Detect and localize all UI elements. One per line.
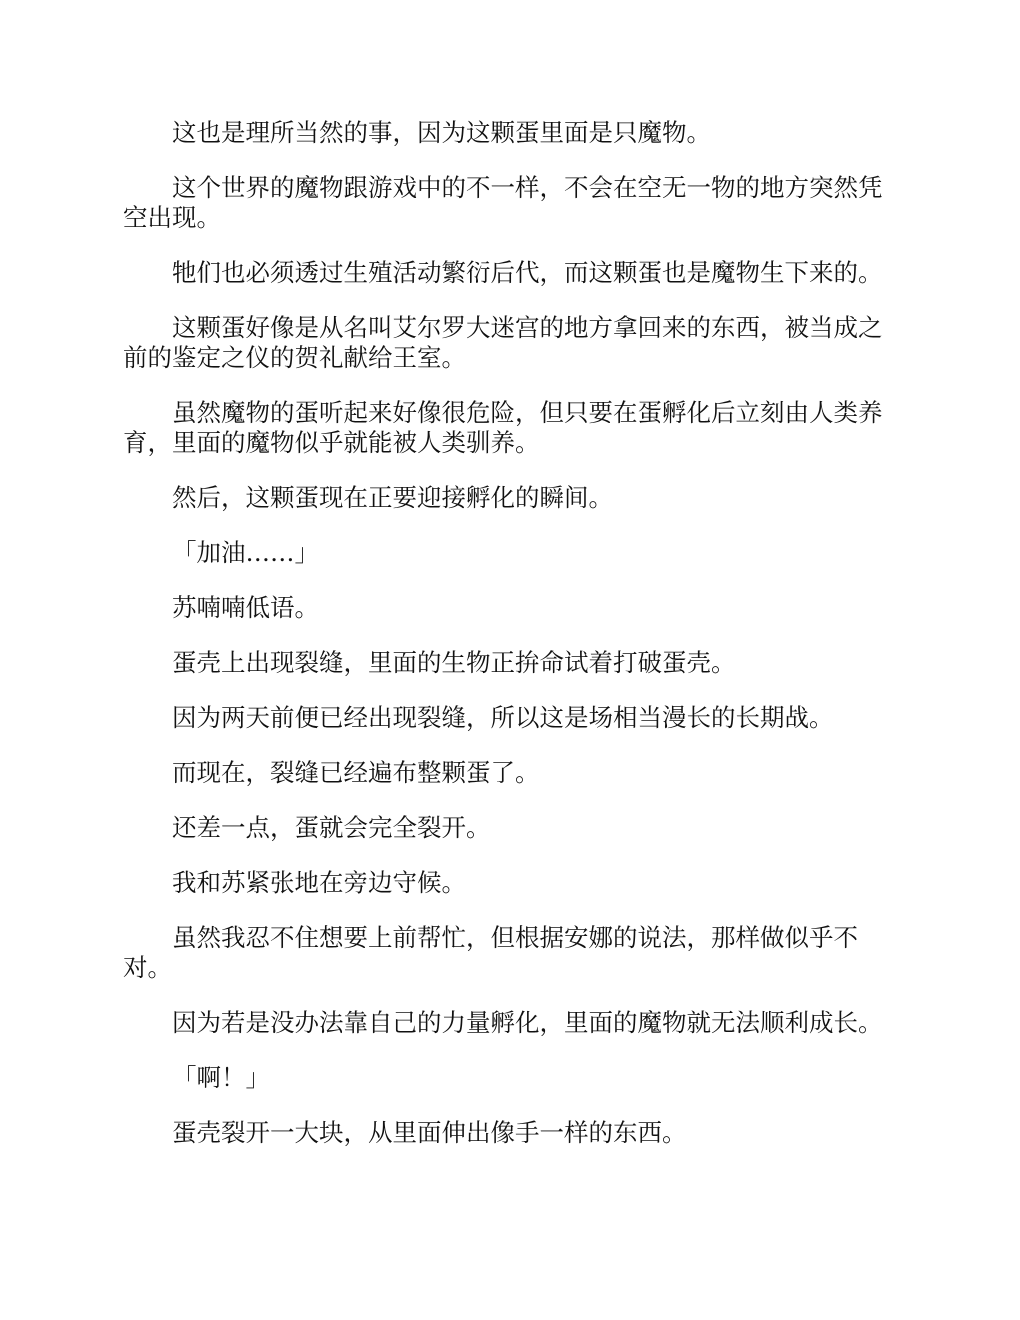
paragraph: 「加油……」 <box>172 538 319 567</box>
paragraph: 我和苏紧张地在旁边守候。 <box>172 868 466 897</box>
paragraph: 蛋壳上出现裂缝，里面的生物正拚命试着打破蛋壳。 <box>172 648 736 677</box>
paragraph: 苏喃喃低语。 <box>172 593 319 622</box>
paragraph: 虽然魔物的蛋听起来好像很危险，但只要在蛋孵化后立刻由人类养育，里面的魔物似乎就能被人类驯养。 <box>123 398 883 457</box>
paragraph: 还差一点，蛋就会完全裂开。 <box>172 813 491 842</box>
paragraph: 然后，这颗蛋现在正要迎接孵化的瞬间。 <box>172 483 613 512</box>
paragraph: 因为两天前便已经出现裂缝，所以这是场相当漫长的长期战。 <box>172 703 834 732</box>
paragraph: 「啊！」 <box>172 1063 270 1092</box>
paragraph: 这也是理所当然的事，因为这颗蛋里面是只魔物。 <box>172 118 711 147</box>
body-text <box>123 118 905 1173</box>
paragraph: 这颗蛋好像是从名叫艾尔罗大迷宫的地方拿回来的东西，被当成之前的鉴定之仪的贺礼献给王室。 <box>123 313 883 372</box>
paragraph: 因为若是没办法靠自己的力量孵化，里面的魔物就无法顺利成长。 <box>172 1008 883 1037</box>
paragraph: 蛋壳裂开一大块，从里面伸出像手一样的东西。 <box>172 1118 687 1147</box>
paragraph: 这个世界的魔物跟游戏中的不一样，不会在空无一物的地方突然凭空出现。 <box>123 173 883 232</box>
paragraph: 牠们也必须透过生殖活动繁衍后代，而这颗蛋也是魔物生下来的。 <box>172 258 883 287</box>
paragraph: 而现在，裂缝已经遍布整颗蛋了。 <box>172 758 540 787</box>
paragraph: 虽然我忍不住想要上前帮忙，但根据安娜的说法，那样做似乎不对。 <box>123 923 858 982</box>
